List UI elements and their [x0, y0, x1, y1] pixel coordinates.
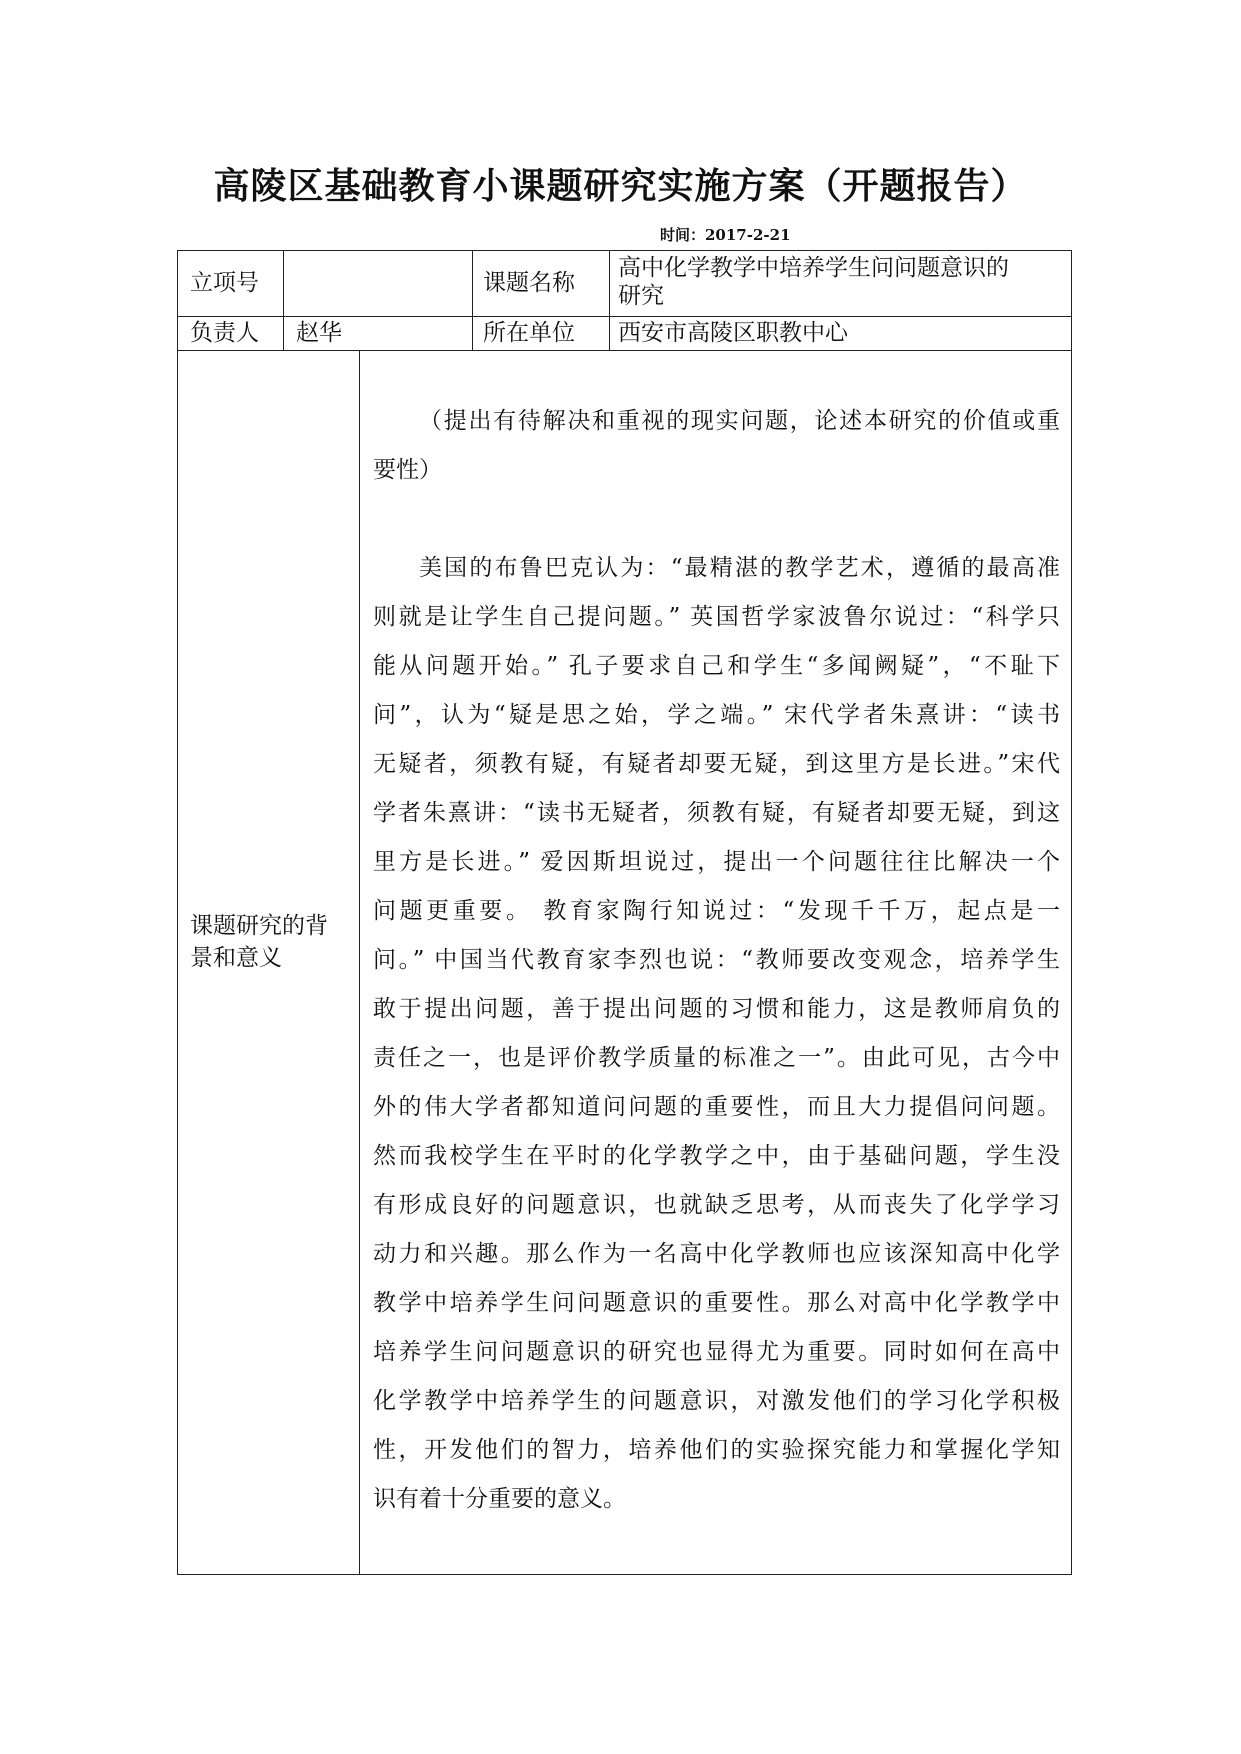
body-line: 有形成良好的问题意识，也就缺乏思考，从而丧失了化学学习: [373, 1192, 1060, 1218]
background-label-line-2: 景和意义: [190, 945, 282, 971]
body-line: 外的伟大学者都知道问问题的重要性，而且大力提倡问问题。: [373, 1094, 1060, 1120]
leader-value: 赵华: [296, 320, 342, 346]
project-no-label: 立项号: [190, 270, 259, 296]
background-content: [373, 406, 1060, 1533]
background-label-line-1: 课题研究的背: [190, 913, 328, 939]
body-line: 则就是让学生自己提问题。” 英国哲学家波鲁尔说过：“科学只: [373, 604, 1060, 630]
body-line: 培养学生问问题意识的研究也显得尤为重要。同时如何在高中: [373, 1339, 1060, 1365]
col-divider: [359, 350, 360, 1574]
unit-value: 西安市高陵区职教中心: [618, 320, 848, 346]
col-divider: [609, 251, 610, 350]
topic-value-line-1: 高中化学教学中培养学生问问题意识的: [618, 255, 1009, 281]
body-line: 美国的布鲁巴克认为：“最精湛的教学艺术，遵循的最高准: [419, 555, 1060, 581]
topic-label: 课题名称: [483, 270, 575, 296]
row-divider: [178, 316, 1071, 317]
leader-label: 负责人: [190, 320, 259, 346]
body-line: 责任之一，也是评价教学质量的标准之一”。由此可见，古今中: [373, 1045, 1060, 1071]
document-date: 时间：2017-2-21: [660, 226, 791, 244]
body-line: 识有着十分重要的意义。: [373, 1486, 626, 1512]
proposal-table: [177, 250, 1072, 1575]
body-line: 动力和兴趣。那么作为一名高中化学教师也应该深知高中化学: [373, 1241, 1060, 1267]
topic-value-line-2: 研究: [618, 283, 664, 309]
body-line: 化学教学中培养学生的问题意识，对激发他们的学习化学积极: [373, 1388, 1060, 1414]
col-divider: [283, 251, 284, 350]
body-line: 问。” 中国当代教育家李烈也说：“教师要改变观念，培养学生: [373, 947, 1060, 973]
body-line: 能从问题开始。” 孔子要求自己和学生“多闻阙疑”，“不耻下: [373, 653, 1060, 679]
body-line: 性，开发他们的智力，培养他们的实验探究能力和掌握化学知: [373, 1437, 1060, 1463]
body-line: 无疑者，须教有疑，有疑者却要无疑，到这里方是长进。”宋代: [373, 751, 1060, 777]
body-line: 然而我校学生在平时的化学教学之中，由于基础问题，学生没: [373, 1143, 1060, 1169]
body-line: 问”，认为“疑是思之始，学之端。” 宋代学者朱熹讲：“读书: [373, 702, 1060, 728]
body-line: 敢于提出问题，善于提出问题的习惯和能力，这是教师肩负的: [373, 996, 1060, 1022]
body-line: 里方是长进。” 爱因斯坦说过，提出一个问题往往比解决一个: [373, 849, 1060, 875]
body-line: 教学中培养学生问问题意识的重要性。那么对高中化学教学中: [373, 1290, 1060, 1316]
intro-line: 要性）: [373, 457, 442, 483]
body-line: 问题更重要。 教育家陶行知说过：“发现千千万，起点是一: [373, 898, 1060, 924]
unit-label: 所在单位: [483, 320, 575, 346]
body-line: 学者朱熹讲：“读书无疑者，须教有疑，有疑者却要无疑，到这: [373, 800, 1060, 826]
col-divider: [472, 251, 473, 350]
intro-line: （提出有待解决和重视的现实问题，论述本研究的价值或重: [419, 408, 1060, 434]
document-title: 高陵区基础教育小课题研究实施方案（开题报告）: [213, 165, 1028, 207]
row-divider: [178, 350, 1071, 351]
